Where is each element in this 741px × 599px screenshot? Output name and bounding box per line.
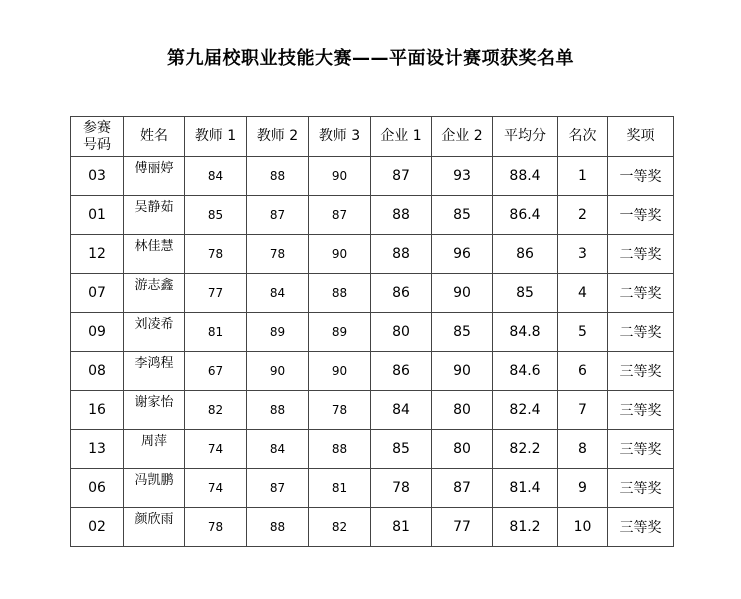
table-row (71, 313, 674, 352)
cell-id: 03 (71, 157, 124, 196)
cell-enterprise1: 84 (371, 391, 432, 430)
cell-teacher1: 74 (185, 430, 247, 469)
cell-rank: 2 (558, 196, 608, 235)
page-title: 第九届校职业技能大赛——平面设计赛项获奖名单 (167, 48, 574, 69)
table-row (71, 235, 674, 274)
cell-enterprise1: 78 (371, 469, 432, 508)
cell-name: 刘凌希 (124, 313, 185, 352)
table-row (71, 469, 674, 508)
header-id (71, 117, 124, 157)
cell-average: 86 (493, 235, 558, 274)
header-teacher3: 教师 3 (309, 117, 371, 157)
cell-teacher3: 90 (309, 157, 371, 196)
cell-teacher1: 74 (185, 469, 247, 508)
cell-id: 01 (71, 196, 124, 235)
cell-enterprise2: 85 (432, 313, 493, 352)
cell-enterprise2: 80 (432, 430, 493, 469)
cell-award: 一等奖 (608, 196, 674, 235)
cell-enterprise1: 81 (371, 508, 432, 547)
cell-enterprise2: 85 (432, 196, 493, 235)
cell-award: 三等奖 (608, 430, 674, 469)
cell-award: 三等奖 (608, 352, 674, 391)
cell-award: 二等奖 (608, 235, 674, 274)
cell-rank: 8 (558, 430, 608, 469)
cell-id: 16 (71, 391, 124, 430)
cell-teacher3: 90 (309, 352, 371, 391)
cell-name: 冯凯鹏 (124, 469, 185, 508)
cell-name: 周萍 (124, 430, 185, 469)
cell-award: 三等奖 (608, 508, 674, 547)
cell-enterprise2: 77 (432, 508, 493, 547)
cell-teacher3: 81 (309, 469, 371, 508)
cell-teacher2: 88 (247, 508, 309, 547)
cell-enterprise2: 87 (432, 469, 493, 508)
cell-rank: 10 (558, 508, 608, 547)
cell-average: 81.4 (493, 469, 558, 508)
cell-enterprise1: 86 (371, 274, 432, 313)
cell-enterprise2: 80 (432, 391, 493, 430)
header-award: 奖项 (608, 117, 674, 157)
header-teacher1: 教师 1 (185, 117, 247, 157)
cell-name: 傅丽婷 (124, 157, 185, 196)
table-row (71, 391, 674, 430)
cell-id: 02 (71, 508, 124, 547)
cell-award: 二等奖 (608, 274, 674, 313)
table-row (71, 508, 674, 547)
cell-teacher2: 88 (247, 391, 309, 430)
cell-rank: 9 (558, 469, 608, 508)
cell-average: 81.2 (493, 508, 558, 547)
cell-name: 游志鑫 (124, 274, 185, 313)
cell-rank: 7 (558, 391, 608, 430)
cell-teacher1: 85 (185, 196, 247, 235)
cell-teacher1: 81 (185, 313, 247, 352)
cell-teacher2: 84 (247, 274, 309, 313)
table-header-row (71, 117, 674, 157)
cell-rank: 1 (558, 157, 608, 196)
header-id-line1: 参赛 (83, 119, 111, 136)
cell-teacher2: 90 (247, 352, 309, 391)
cell-rank: 3 (558, 235, 608, 274)
cell-rank: 6 (558, 352, 608, 391)
cell-teacher3: 89 (309, 313, 371, 352)
header-enterprise2: 企业 2 (432, 117, 493, 157)
header-teacher2: 教师 2 (247, 117, 309, 157)
cell-enterprise2: 96 (432, 235, 493, 274)
cell-rank: 5 (558, 313, 608, 352)
cell-name: 颜欣雨 (124, 508, 185, 547)
cell-enterprise1: 80 (371, 313, 432, 352)
cell-teacher2: 88 (247, 157, 309, 196)
cell-teacher1: 67 (185, 352, 247, 391)
cell-teacher1: 84 (185, 157, 247, 196)
cell-name: 李鸿程 (124, 352, 185, 391)
cell-id: 06 (71, 469, 124, 508)
cell-enterprise1: 86 (371, 352, 432, 391)
cell-enterprise2: 90 (432, 352, 493, 391)
cell-teacher2: 89 (247, 313, 309, 352)
table-row (71, 196, 674, 235)
cell-teacher3: 88 (309, 430, 371, 469)
header-id-line2: 号码 (83, 136, 111, 153)
cell-teacher2: 87 (247, 469, 309, 508)
cell-name: 吴静茹 (124, 196, 185, 235)
cell-enterprise1: 85 (371, 430, 432, 469)
header-average: 平均分 (493, 117, 558, 157)
cell-teacher2: 78 (247, 235, 309, 274)
cell-average: 86.4 (493, 196, 558, 235)
header-name: 姓名 (124, 117, 185, 157)
cell-average: 85 (493, 274, 558, 313)
cell-average: 84.8 (493, 313, 558, 352)
cell-enterprise1: 87 (371, 157, 432, 196)
table-row (71, 352, 674, 391)
cell-teacher3: 90 (309, 235, 371, 274)
cell-enterprise1: 88 (371, 235, 432, 274)
cell-teacher1: 78 (185, 508, 247, 547)
cell-average: 84.6 (493, 352, 558, 391)
header-rank: 名次 (558, 117, 608, 157)
cell-id: 07 (71, 274, 124, 313)
cell-name: 林佳慧 (124, 235, 185, 274)
cell-name: 谢家怡 (124, 391, 185, 430)
cell-teacher3: 78 (309, 391, 371, 430)
cell-average: 88.4 (493, 157, 558, 196)
table-row (71, 430, 674, 469)
cell-enterprise2: 93 (432, 157, 493, 196)
awards-table (70, 116, 674, 547)
cell-id: 09 (71, 313, 124, 352)
cell-teacher1: 78 (185, 235, 247, 274)
cell-award: 一等奖 (608, 157, 674, 196)
table-row (71, 274, 674, 313)
cell-teacher1: 77 (185, 274, 247, 313)
cell-award: 三等奖 (608, 469, 674, 508)
cell-id: 13 (71, 430, 124, 469)
cell-enterprise1: 88 (371, 196, 432, 235)
cell-teacher1: 82 (185, 391, 247, 430)
cell-award: 二等奖 (608, 313, 674, 352)
cell-teacher3: 87 (309, 196, 371, 235)
cell-average: 82.2 (493, 430, 558, 469)
cell-id: 08 (71, 352, 124, 391)
cell-teacher2: 87 (247, 196, 309, 235)
header-enterprise1: 企业 1 (371, 117, 432, 157)
cell-enterprise2: 90 (432, 274, 493, 313)
cell-teacher3: 82 (309, 508, 371, 547)
table-row (71, 157, 674, 196)
table-body (71, 157, 674, 547)
cell-average: 82.4 (493, 391, 558, 430)
cell-id: 12 (71, 235, 124, 274)
cell-teacher3: 88 (309, 274, 371, 313)
cell-teacher2: 84 (247, 430, 309, 469)
cell-award: 三等奖 (608, 391, 674, 430)
cell-rank: 4 (558, 274, 608, 313)
